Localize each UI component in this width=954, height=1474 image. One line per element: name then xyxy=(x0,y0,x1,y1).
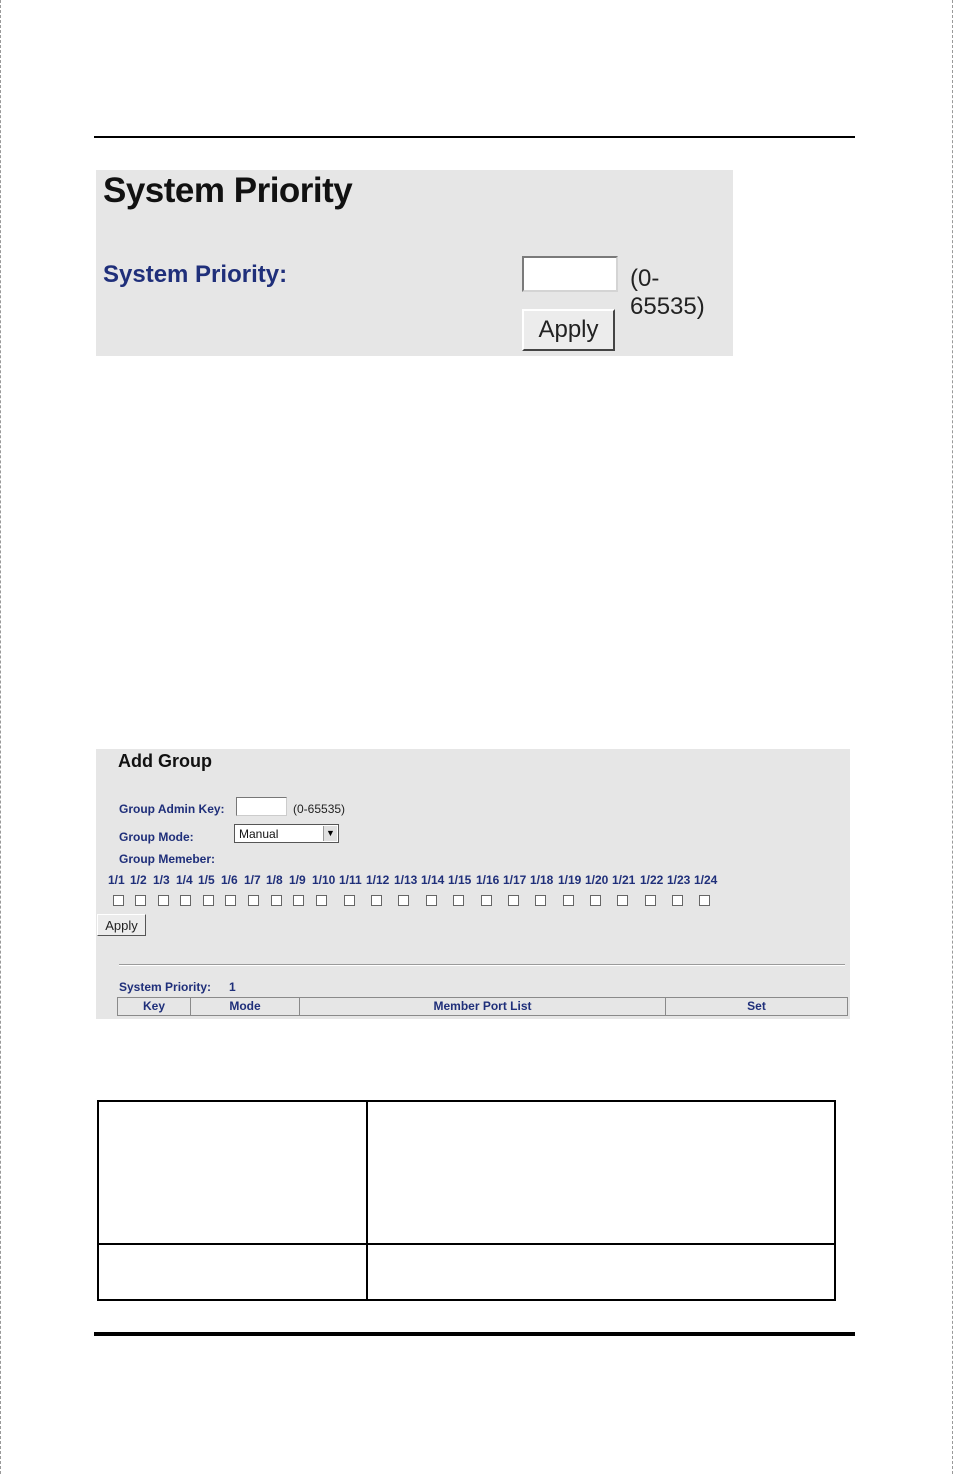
header-rule xyxy=(94,136,855,138)
group-table-header xyxy=(117,997,848,1016)
port-member-checkbox[interactable] xyxy=(371,895,382,906)
port-member-checkbox[interactable] xyxy=(135,895,146,906)
port-member-checkbox[interactable] xyxy=(113,895,124,906)
port-member-checkbox[interactable] xyxy=(316,895,327,906)
port-label: 1/19 xyxy=(558,873,582,887)
system-priority-label: System Priority: xyxy=(103,261,288,288)
port-label: 1/23 xyxy=(667,873,691,887)
page-edge-left xyxy=(0,0,1,1474)
group-member-label: Group Memeber: xyxy=(119,852,216,866)
port-member-checkbox[interactable] xyxy=(563,895,574,906)
group-system-priority-value: 1 xyxy=(229,980,236,994)
port-member-checkbox[interactable] xyxy=(645,895,656,906)
port-member-checkbox[interactable] xyxy=(672,895,683,906)
column-header-mode: Mode xyxy=(191,998,300,1015)
port-member-checkbox[interactable] xyxy=(426,895,437,906)
port-label: 1/20 xyxy=(585,873,609,887)
port-label: 1/4 xyxy=(176,873,193,887)
port-label: 1/18 xyxy=(530,873,554,887)
port-member-checkbox[interactable] xyxy=(617,895,628,906)
port-member-checkbox[interactable] xyxy=(590,895,601,906)
table-column-divider xyxy=(366,1102,368,1299)
port-member-checkbox[interactable] xyxy=(203,895,214,906)
chevron-down-icon[interactable]: ▼ xyxy=(323,826,337,841)
page-edge-right xyxy=(952,0,953,1474)
add-group-apply-button[interactable]: Apply xyxy=(97,914,146,936)
port-member-checkbox[interactable] xyxy=(508,895,519,906)
group-admin-key-range-hint: (0-65535) xyxy=(293,802,346,816)
port-label: 1/11 xyxy=(339,873,362,887)
port-label: 1/15 xyxy=(448,873,472,887)
table-row-divider xyxy=(99,1243,834,1245)
system-priority-input[interactable] xyxy=(522,256,618,292)
add-group-title: Add Group xyxy=(118,751,212,771)
port-member-checkbox[interactable] xyxy=(180,895,191,906)
section-divider xyxy=(119,964,845,966)
port-member-checkbox[interactable] xyxy=(293,895,304,906)
port-label: 1/22 xyxy=(640,873,664,887)
group-admin-key-label: Group Admin Key: xyxy=(119,802,225,816)
port-label: 1/13 xyxy=(394,873,418,887)
port-member-checkbox[interactable] xyxy=(453,895,464,906)
system-priority-apply-button[interactable]: Apply xyxy=(522,309,615,351)
port-label: 1/10 xyxy=(312,873,336,887)
column-header-key: Key xyxy=(118,998,191,1015)
group-mode-selected-value: Manual xyxy=(239,827,279,841)
port-member-checkbox[interactable] xyxy=(344,895,355,906)
system-priority-title: System Priority xyxy=(103,171,353,210)
description-table xyxy=(97,1100,836,1301)
port-label: 1/1 xyxy=(108,873,125,887)
column-header-set: Set xyxy=(747,999,766,1013)
port-label: 1/6 xyxy=(221,873,238,887)
group-admin-key-input[interactable] xyxy=(236,797,287,816)
port-label: 1/24 xyxy=(694,873,718,887)
port-label: 1/17 xyxy=(503,873,527,887)
system-priority-panel xyxy=(96,170,733,356)
port-label: 1/5 xyxy=(198,873,215,887)
port-label: 1/21 xyxy=(612,873,636,887)
group-mode-label: Group Mode: xyxy=(119,830,194,844)
port-label: 1/2 xyxy=(130,873,147,887)
group-mode-select[interactable] xyxy=(234,824,339,843)
column-header-member-port-list: Member Port List xyxy=(300,998,666,1015)
port-member-checkbox[interactable] xyxy=(699,895,710,906)
port-label: 1/8 xyxy=(266,873,283,887)
port-member-checkbox[interactable] xyxy=(481,895,492,906)
footer-rule xyxy=(94,1332,855,1336)
port-member-checkbox[interactable] xyxy=(248,895,259,906)
port-label: 1/12 xyxy=(366,873,390,887)
port-label: 1/9 xyxy=(289,873,306,887)
port-label: 1/16 xyxy=(476,873,500,887)
port-member-checkbox[interactable] xyxy=(398,895,409,906)
port-member-checkbox[interactable] xyxy=(225,895,236,906)
system-priority-range-hint: (0-65535) xyxy=(630,265,705,320)
port-member-checkbox[interactable] xyxy=(271,895,282,906)
group-system-priority-label: System Priority: xyxy=(119,980,212,994)
port-member-checkbox[interactable] xyxy=(535,895,546,906)
port-label: 1/14 xyxy=(421,873,445,887)
port-label: 1/7 xyxy=(244,873,261,887)
port-member-checkbox[interactable] xyxy=(158,895,169,906)
port-label: 1/3 xyxy=(153,873,170,887)
add-group-panel xyxy=(96,749,850,1019)
